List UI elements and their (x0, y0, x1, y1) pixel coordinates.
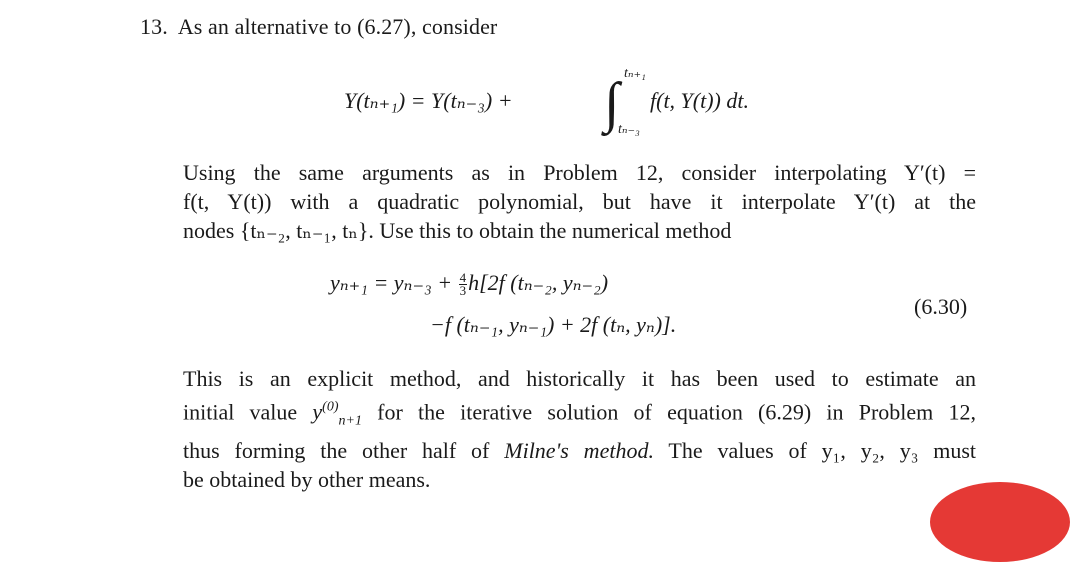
equation-row-2: −f (tₙ₋₁, yₙ₋₁) + 2f (tₙ, yₙ)]. (430, 312, 677, 337)
equation-row-1-end: h[2f (tₙ₋₂, yₙ₋₂) (468, 270, 609, 295)
paragraph-interpolation (183, 158, 976, 245)
paragraph-milne-method (183, 364, 976, 494)
initial-value-symbol (312, 399, 362, 429)
equation-row-1 (330, 270, 608, 297)
symbol-superscript: (0) (322, 400, 339, 415)
equation-number: (6.30) (914, 294, 968, 319)
line-text: The values of y₁, y₂, y₃ must (668, 437, 977, 463)
paragraph-line: Using the same arguments as in Problem 12, consider interpolating Y′(t) = (183, 160, 976, 185)
line-text: for the iterative solution of equation (6.29) in Problem 12, (377, 399, 976, 425)
problem-heading (140, 14, 497, 40)
integral-equation-lhs: Y(tₙ₊₁) = Y(tₙ₋₃) + (344, 88, 513, 113)
line-text: initial value (183, 399, 298, 425)
integral-sign: ∫ (604, 72, 620, 134)
equation-row-1-start: yₙ₊₁ = yₙ₋₃ + (330, 270, 453, 295)
milne-method-term: Milne's method. (504, 437, 654, 463)
paragraph-line: This is an explicit method, and historically it has been used to estimate an (183, 366, 976, 391)
integrand: f(t, Y(t)) dt. (650, 88, 749, 113)
problem-number: 13. (140, 14, 168, 39)
integral-lower-limit: tₙ₋₃ (618, 122, 640, 137)
paragraph-line (183, 436, 976, 465)
paragraph-line (183, 393, 976, 436)
problem-intro: As an alternative to (6.27), consider (177, 14, 498, 39)
fraction-four-thirds (459, 272, 468, 297)
integral-upper-limit: tₙ₊₁ (624, 66, 646, 81)
red-corner-marker (930, 482, 1070, 562)
paragraph-line: be obtained by other means. (183, 466, 431, 492)
symbol-y: y (312, 399, 323, 425)
integral-equation (344, 55, 864, 145)
line-text: thus forming the other half of (183, 437, 490, 463)
paragraph-line: nodes {tₙ₋₂, tₙ₋₁, tₙ}. Use this to obtain the numerical method (183, 218, 732, 243)
fraction-numerator: 4 (459, 270, 467, 286)
paragraph-line: f(t, Y(t)) with a quadratic polynomial, but have it interpolate Y′(t) at the (183, 189, 976, 214)
symbol-subscript: n+1 (338, 413, 362, 429)
fraction-denominator: 3 (459, 283, 467, 299)
